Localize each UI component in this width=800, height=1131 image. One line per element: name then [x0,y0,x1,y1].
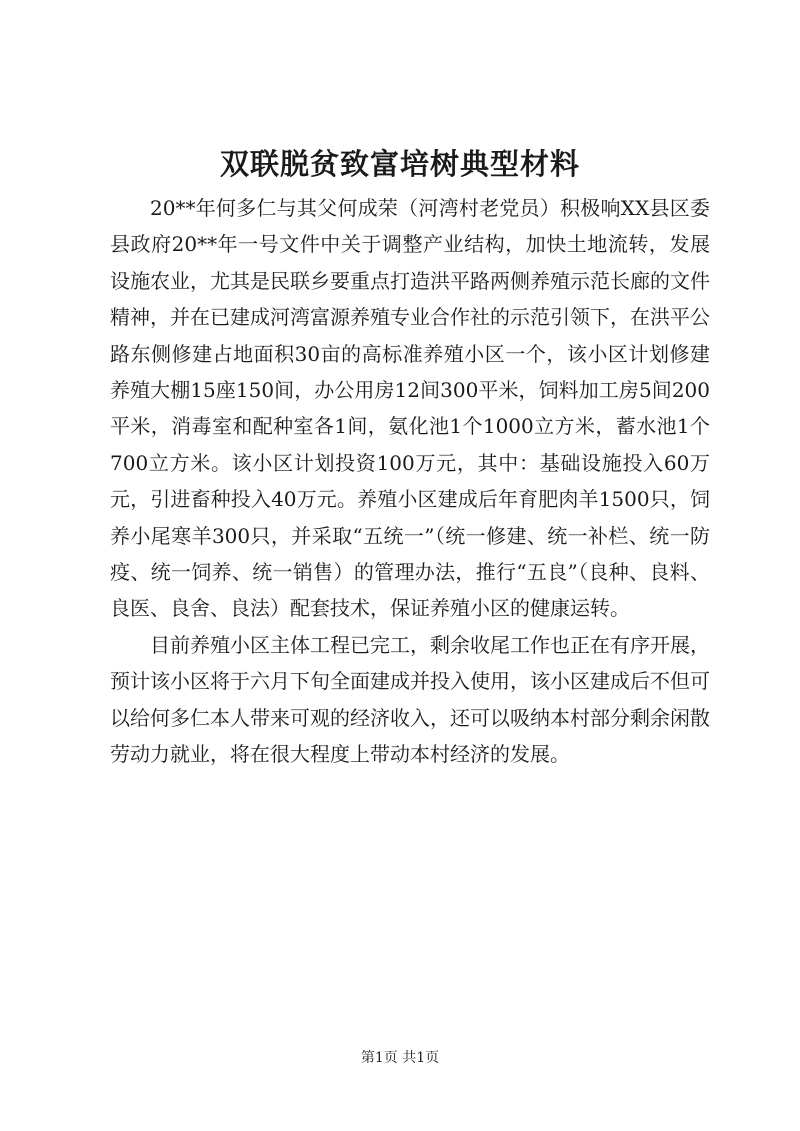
document-title: 双联脱贫致富培树典型材料 [219,147,580,181]
paragraph-2: 目前养殖小区主体工程已完工，剩余收尾工作也正在有序开展，预计该小区将于六月下旬全面建成并投入使用，该小区建成后不但可以给何多仁本人带来可观的经济收入，还可以吸纳本村部分剩余闲散劳动力就业，将在很大程度上带动本村经济的发展。 [110,632,710,767]
page-footer: 第1页 共1页 [360,1050,440,1066]
paragraph-1: 20**年何多仁与其父何成荣（河湾村老党员）积极响XX县区委县政府20**年一号文件中关于调整产业结构，加快土地流转，发展设施农业，尤其是民联乡要重点打造洪平路两侧养殖示范长廊的文件精神，并在已建成河湾富源养殖专业合作社的示范引领下，在洪平公路东侧修建占地面积30亩的高标准养殖小区一个，该小区计划修建养殖大棚15座150间，办公用房12间300平米，饲料加工房5间200平米，消毒室和配种室各1间，氨化池1个1000立方米，蓄水池1个700立方米。该小区计划投资100万元，其中：基础设施投入60万元，引进畜种投入40万元。养殖小区建成后年育肥肉羊1500只，饲养小尾寒羊300只，并采取“五统一”（统一修建、统一补栏、统一防疫、统一饲养、统一销售）的管理办法，推行“五良”（良种、良料、良医、良舍、良法）配套技术，保证养殖小区的健康运转。 [110,196,710,621]
document-body [110,190,710,773]
